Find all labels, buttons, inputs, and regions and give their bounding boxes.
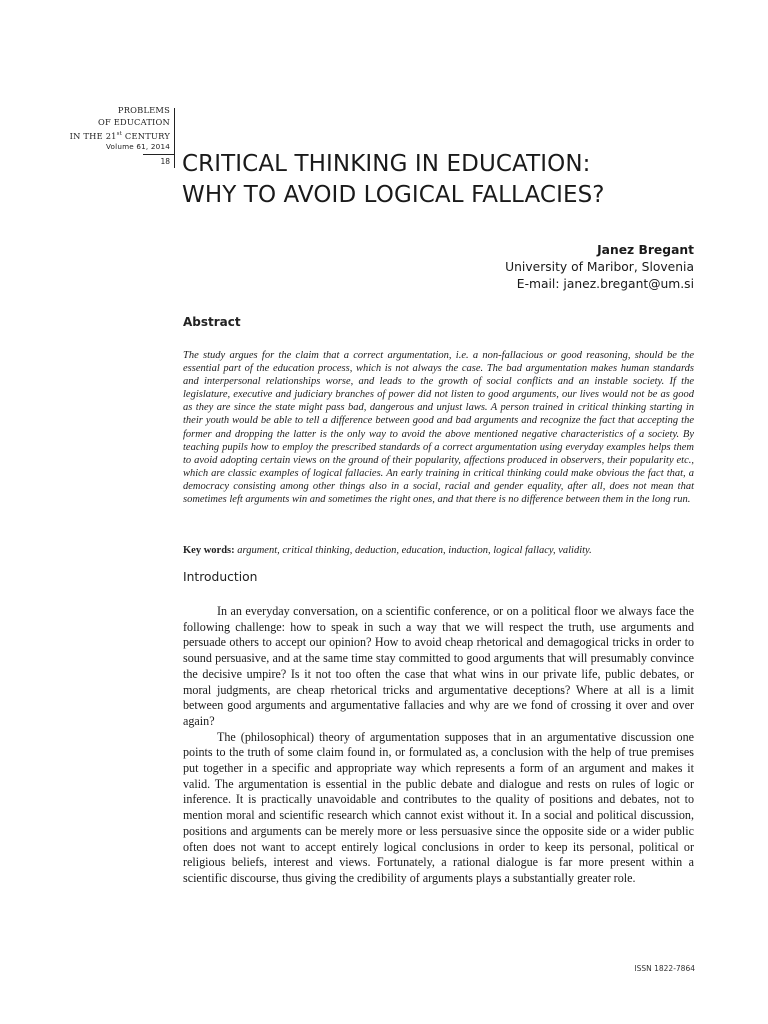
intro-paragraph-1: In an everyday conversation, on a scientific conference, or on a political floor we always face the following challenge: how to speak in such a way that we will respect the truth, use arguments and persuade others to accept our opinion? How to avoid cheap rhetorical and demagogical tricks in order to sound persuasive, and at the same time stay committed to good arguments that will presumably convince the decisive umpire? Is it not too often the case that what wins in our private life, public debates, or moral judgments, are cheap rhetorical tricks and argumentative deceptions? Where at all is a limit between good arguments and argumentative fallacies and why are we fond of crossing it over and over again? (183, 604, 694, 728)
journal-line-3: IN THE 21st CENTURY (69, 130, 170, 141)
author-block (505, 242, 694, 293)
paper-title (182, 149, 682, 211)
author-email: E-mail: janez.bregant@um.si (516, 277, 694, 291)
keywords-list: argument, critical thinking, deduction, education, induction, logical fallacy, validity. (237, 545, 592, 556)
header-horizontal-rule (143, 154, 175, 155)
journal-volume: Volume 61, 2014 (105, 141, 170, 151)
keywords-label: Key words: (183, 545, 235, 556)
abstract-text: The study argues for the claim that a correct argumentation, i.e. a non-fallacious or good reasoning, should be the essential part of the education process, which is not always the case. The bad argumentation makes human standards and interpersonal relationships worse, and leads to the growth of social conflicts and an instable society. If the legislature, executive and judiciary branches of power did not listen to good arguments, our lives would not be as good as they are since the state might pass bad, dangerous and unjust laws. A person trained in critical thinking starting in their youth would be able to tell a difference between good and bad arguments and recognize the fact that accepting the former and dropping the latter is the only way to avoid the above mentioned negative characteristics of a society. By teaching pupils how to employ the prescribed standards of a correct argumentation using everyday examples helps them to avoid adopting certain views on the ground of their popularity, affections produced in observers, their popularity etc., which are classic examples of logical fallacies. An early training in critical thinking could make obvious the fact that, a democracy consisting among other things also in a social, racial and gender equality, after all, does not mean that sometimes left arguments win and sometimes the right ones, and that there is no difference between them in the long run. (183, 350, 694, 506)
header-vertical-rule (174, 108, 175, 168)
introduction-heading: Introduction (183, 570, 258, 584)
journal-header (56, 104, 170, 152)
abstract-heading: Abstract (183, 315, 241, 329)
intro-paragraph-2: The (philosophical) theory of argumentation supposes that in an argumentative discussion one points to the truth of some claim found in, or formulated as, a conclusion with the help of true premises put together in a specific and appropriate way which represents a form of an argument and makes it valid. The argumentation is essential in the public debate and dialogue and rests on rules of logic or inference. It is practically unavoidable and contributes to the quality of positions and debates, not to mention moral and scientific research which cannot exist without it. In a social and political discussion, positions and arguments can be merely more or less persuasive since the opposite side or a wider public often does not want to accept entirely logical conclusions in order to keep its personal, political or religious beliefs, interest and views. Fortunately, a rational dialogue is far more present within a scientific discourse, thus giving the credibility of arguments plays a substantially greater role. (183, 729, 694, 885)
introduction-body (183, 604, 694, 887)
issn: ISSN 1822-7864 (634, 964, 695, 973)
author-affiliation: University of Maribor, Slovenia (505, 260, 694, 274)
journal-line-2: OF EDUCATION (97, 117, 170, 127)
keywords (183, 544, 703, 557)
author-name: Janez Bregant (597, 243, 694, 257)
journal-line-1: PROBLEMS (117, 105, 170, 115)
page-number: 18 (160, 157, 170, 166)
title-line-2: WHY TO AVOID LOGICAL FALLACIES? (182, 182, 605, 208)
title-line-1: CRITICAL THINKING IN EDUCATION: (182, 151, 591, 177)
